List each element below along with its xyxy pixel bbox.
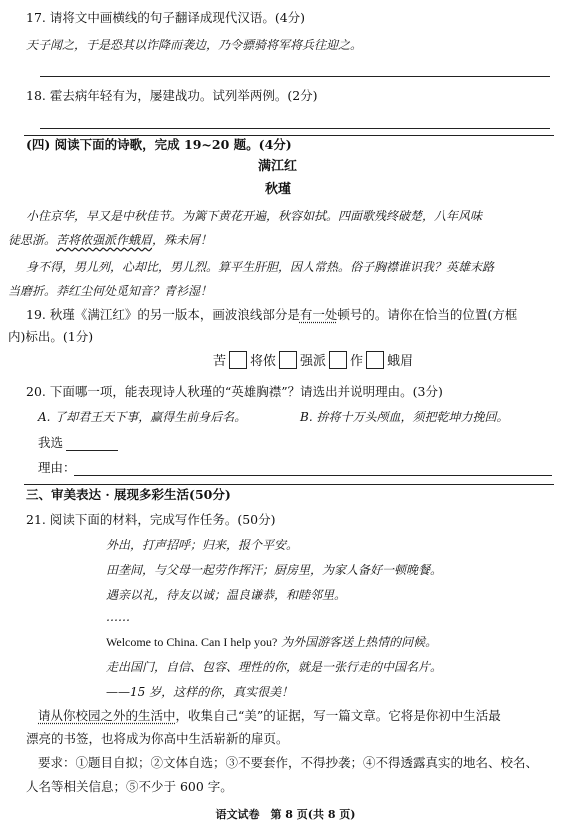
- q21-task-cont: 漂亮的书签，也将成为你高中生活崭新的扉页。: [26, 731, 289, 746]
- material-line: Welcome to China. Can I help you? 为外国游客送上热情的问候。: [106, 635, 438, 649]
- section-divider: [24, 135, 554, 136]
- phrase-char: 苦: [213, 354, 227, 369]
- q20-option-a: A. 了却君王天下事，赢得生前身后名。: [38, 410, 247, 424]
- phrase-char: 将侬: [250, 354, 277, 369]
- phrase-char: 强派: [300, 354, 327, 369]
- phrase-char: 作: [350, 354, 364, 369]
- q20-prompt: 20. 下面哪一项，能表现诗人秋瑾的“英雄胸襟”？请选出并说明理由。(3分): [26, 384, 443, 399]
- choose-label: 我选: [38, 435, 64, 450]
- wavy-underlined-phrase: 苦将侬强派作蛾眉: [56, 233, 153, 247]
- material-line: 田垄间，与父母一起劳作挥汗；厨房里，为家人备好一顿晚餐。: [106, 563, 443, 577]
- punctuation-box-row: [211, 350, 415, 369]
- q17-sentence: 天子闻之，于是恐其以诈降而袭边，乃令骠骑将军将兵往迎之。: [26, 38, 363, 52]
- q18-prompt: 18. 霍去病年轻有为，屡建战功。试列举两例。(2分): [26, 88, 318, 103]
- q21-requirements-cont: 人名等相关信息；⑤不少于 600 字。: [26, 779, 233, 794]
- poem-author: 秋瑾: [265, 182, 292, 197]
- q19-prompt-cont: 内)标出。(1分): [8, 329, 94, 344]
- section3-heading: 三、审美表达 · 展现多彩生活(50分): [26, 487, 231, 502]
- q20-option-b: B. 拚将十万头颅血，须把乾坤力挽回。: [300, 410, 509, 424]
- poem-line: 小住京华，早又是中秋佳节。为篱下黄花开遍，秋容如拭。四面歌残终破楚，八年风味: [26, 209, 483, 223]
- answer-line[interactable]: [40, 76, 550, 77]
- material-line: 遇亲以礼，待友以诚；温良谦恭，和睦邻里。: [106, 588, 347, 602]
- dotted-emphasis: 请从你校园之外的生活中: [38, 708, 176, 723]
- section4-heading: (四) 阅读下面的诗歌，完成 19~20 题。(4分): [26, 137, 292, 152]
- dotted-emphasis: 有一处: [299, 307, 338, 322]
- answer-box[interactable]: [229, 351, 247, 369]
- material-line: ……: [106, 610, 130, 624]
- section-divider: [24, 484, 554, 485]
- poem-line: 徒思浙。苦将侬强派作蛾眉，殊未屑！: [8, 233, 213, 247]
- answer-box[interactable]: [366, 351, 384, 369]
- poem-line: 当磨折。莽红尘何处觅知音？青衫湿！: [8, 284, 213, 298]
- material-line: 外出，打声招呼；归来，报个平安。: [106, 538, 299, 552]
- poem-line: 身不得，男儿列，心却比，男儿烈。算平生肝胆，因人常热。俗子胸襟谁识我？英雄末路: [26, 260, 495, 274]
- page-footer: 语文试卷 第 8 页(共 8 页): [215, 808, 356, 821]
- reason-answer-line[interactable]: [74, 475, 552, 476]
- poem-title: 满江红: [258, 159, 298, 174]
- answer-box[interactable]: [329, 351, 347, 369]
- choice-answer-line[interactable]: [66, 450, 118, 451]
- material-line: ——15 岁，这样的你，真实很美！: [106, 685, 294, 699]
- q17-prompt: 17. 请将文中画横线的句子翻译成现代汉语。(4分): [26, 10, 306, 25]
- q21-requirements: 要求：①题目自拟；②文体自选；③不要套作，不得抄袭；④不得透露真实的地名、校名、: [38, 755, 539, 770]
- answer-line[interactable]: [40, 128, 550, 129]
- q19-prompt: 19. 秋瑾《满江红》的另一版本，画波浪线部分是有一处顿号的。请你在恰当的位置(方框: [26, 307, 518, 322]
- q21-prompt: 21. 阅读下面的材料，完成写作任务。(50分): [26, 512, 276, 527]
- answer-box[interactable]: [279, 351, 297, 369]
- material-line: 走出国门，自信、包容、理性的你，就是一张行走的中国名片。: [106, 660, 443, 674]
- phrase-char: 蛾眉: [387, 354, 414, 369]
- q21-task: 请从你校园之外的生活中，收集自己“美”的证据，写一篇文章。它将是你初中生活最: [38, 708, 501, 723]
- reason-label: 理由：: [38, 460, 76, 475]
